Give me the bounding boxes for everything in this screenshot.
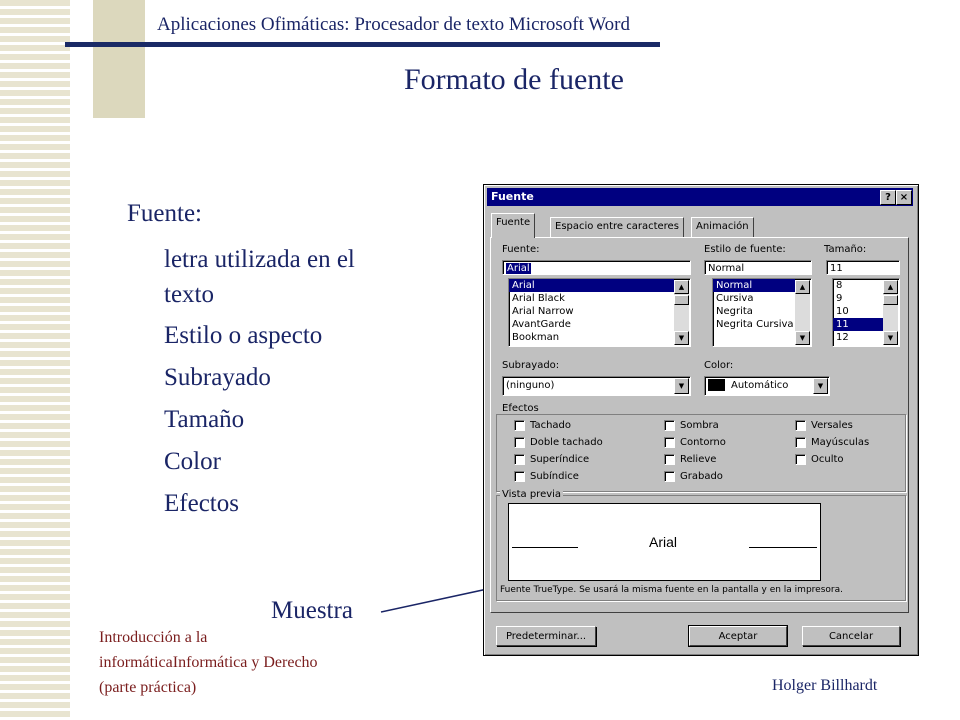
slide-title: Formato de fuente: [404, 63, 624, 96]
list-item[interactable]: 12: [836, 332, 849, 343]
underline-select[interactable]: (ninguno) ▼: [502, 376, 691, 396]
cancel-button[interactable]: Cancelar: [802, 626, 900, 646]
scroll-up-icon[interactable]: ▲: [795, 280, 810, 294]
scroll-thumb[interactable]: [674, 295, 689, 305]
checkbox-versales[interactable]: Versales: [795, 419, 853, 432]
font-dialog: [483, 184, 919, 656]
checkbox-oculto[interactable]: Oculto: [795, 453, 844, 466]
font-scrollbar[interactable]: [674, 280, 689, 345]
style-input[interactable]: Normal: [704, 260, 812, 275]
color-swatch: [708, 379, 725, 391]
help-button[interactable]: ?: [880, 190, 896, 205]
list-item[interactable]: 8: [836, 280, 843, 291]
footer-course: Introducción a la informáticaInformática y Derecho (parte práctica): [99, 629, 318, 696]
underline-label: Subrayado:: [502, 360, 560, 371]
font-input[interactable]: Arial: [502, 260, 691, 275]
tab-espacio[interactable]: Espacio entre caracteres: [550, 217, 684, 237]
size-scrollbar[interactable]: [883, 280, 898, 345]
color-select[interactable]: Automático ▼: [704, 376, 830, 396]
default-button[interactable]: Predeterminar...: [496, 626, 596, 646]
scroll-up-icon[interactable]: ▲: [883, 280, 898, 294]
sub-bullet: Color: [164, 448, 221, 475]
dialog-titlebar: [487, 188, 913, 206]
checkbox-mayusculas[interactable]: Mayúsculas: [795, 436, 869, 449]
preview-text: Arial: [649, 534, 678, 550]
list-item[interactable]: Normal: [713, 279, 795, 292]
chevron-down-icon[interactable]: ▼: [674, 378, 689, 394]
checkbox-doble-tachado[interactable]: Doble tachado: [514, 436, 603, 449]
style-scrollbar[interactable]: [795, 280, 810, 345]
sub-bullet: Tamaño: [164, 406, 245, 433]
list-item[interactable]: Bookman: [512, 332, 560, 343]
list-item[interactable]: 10: [836, 306, 849, 317]
scroll-thumb[interactable]: [883, 295, 898, 305]
preview-label: Vista previa: [502, 489, 562, 500]
style-list[interactable]: [712, 278, 812, 347]
tab-fuente[interactable]: Fuente: [491, 213, 535, 238]
scroll-down-icon[interactable]: ▼: [674, 331, 689, 345]
list-item[interactable]: 11: [833, 318, 883, 331]
list-item[interactable]: 9: [836, 293, 843, 304]
style-label: Estilo de fuente:: [704, 244, 786, 255]
preview-baseline-right: [749, 547, 817, 548]
ok-button[interactable]: Aceptar: [689, 626, 787, 646]
effects-label: Efectos: [502, 403, 539, 414]
checkbox-superindice[interactable]: Superíndice: [514, 453, 589, 466]
font-label: Fuente:: [502, 244, 540, 255]
font-list[interactable]: [508, 278, 691, 347]
preview-baseline-left: [512, 547, 578, 548]
bullet-main: Fuente:: [127, 200, 202, 227]
list-item[interactable]: Negrita Cursiva: [716, 319, 794, 330]
size-label: Tamaño:: [824, 244, 867, 255]
preview-box: [508, 503, 821, 581]
dialog-title: Fuente: [491, 190, 534, 203]
sub-bullet: Subrayado: [164, 364, 271, 391]
close-button[interactable]: ×: [896, 190, 912, 205]
checkbox-sombra[interactable]: Sombra: [664, 419, 719, 432]
scroll-down-icon[interactable]: ▼: [883, 331, 898, 345]
size-input[interactable]: 11: [826, 260, 900, 275]
checkbox-subindice[interactable]: Subíndice: [514, 470, 579, 483]
truetype-note: Fuente TrueType. Se usará la misma fuente en la pantalla y en la impresora.: [500, 585, 843, 595]
muestra-label: Muestra: [271, 597, 353, 624]
checkbox-tachado[interactable]: Tachado: [514, 419, 571, 432]
scroll-down-icon[interactable]: ▼: [795, 331, 810, 345]
tab-animacion[interactable]: Animación: [691, 217, 754, 237]
checkbox-grabado[interactable]: Grabado: [664, 470, 723, 483]
list-item[interactable]: Cursiva: [716, 293, 754, 304]
list-item[interactable]: Arial Black: [512, 293, 565, 304]
list-item[interactable]: Arial Narrow: [512, 306, 574, 317]
sub-bullet: Efectos: [164, 490, 239, 517]
checkbox-contorno[interactable]: Contorno: [664, 436, 726, 449]
list-item[interactable]: Arial: [509, 279, 674, 292]
color-label: Color:: [704, 360, 734, 371]
footer-author: Holger Billhardt: [772, 677, 878, 694]
sub-bullet: Estilo o aspecto: [164, 322, 323, 349]
checkbox-relieve[interactable]: Relieve: [664, 453, 716, 466]
chevron-down-icon[interactable]: ▼: [813, 378, 828, 394]
scroll-up-icon[interactable]: ▲: [674, 280, 689, 294]
list-item[interactable]: Negrita: [716, 306, 753, 317]
size-list[interactable]: [832, 278, 900, 347]
slide-header: Aplicaciones Ofimáticas: Procesador de texto Microsoft Word: [157, 14, 630, 35]
list-item[interactable]: AvantGarde: [512, 319, 571, 330]
sub-bullet: letra utilizada en el texto: [164, 246, 355, 308]
